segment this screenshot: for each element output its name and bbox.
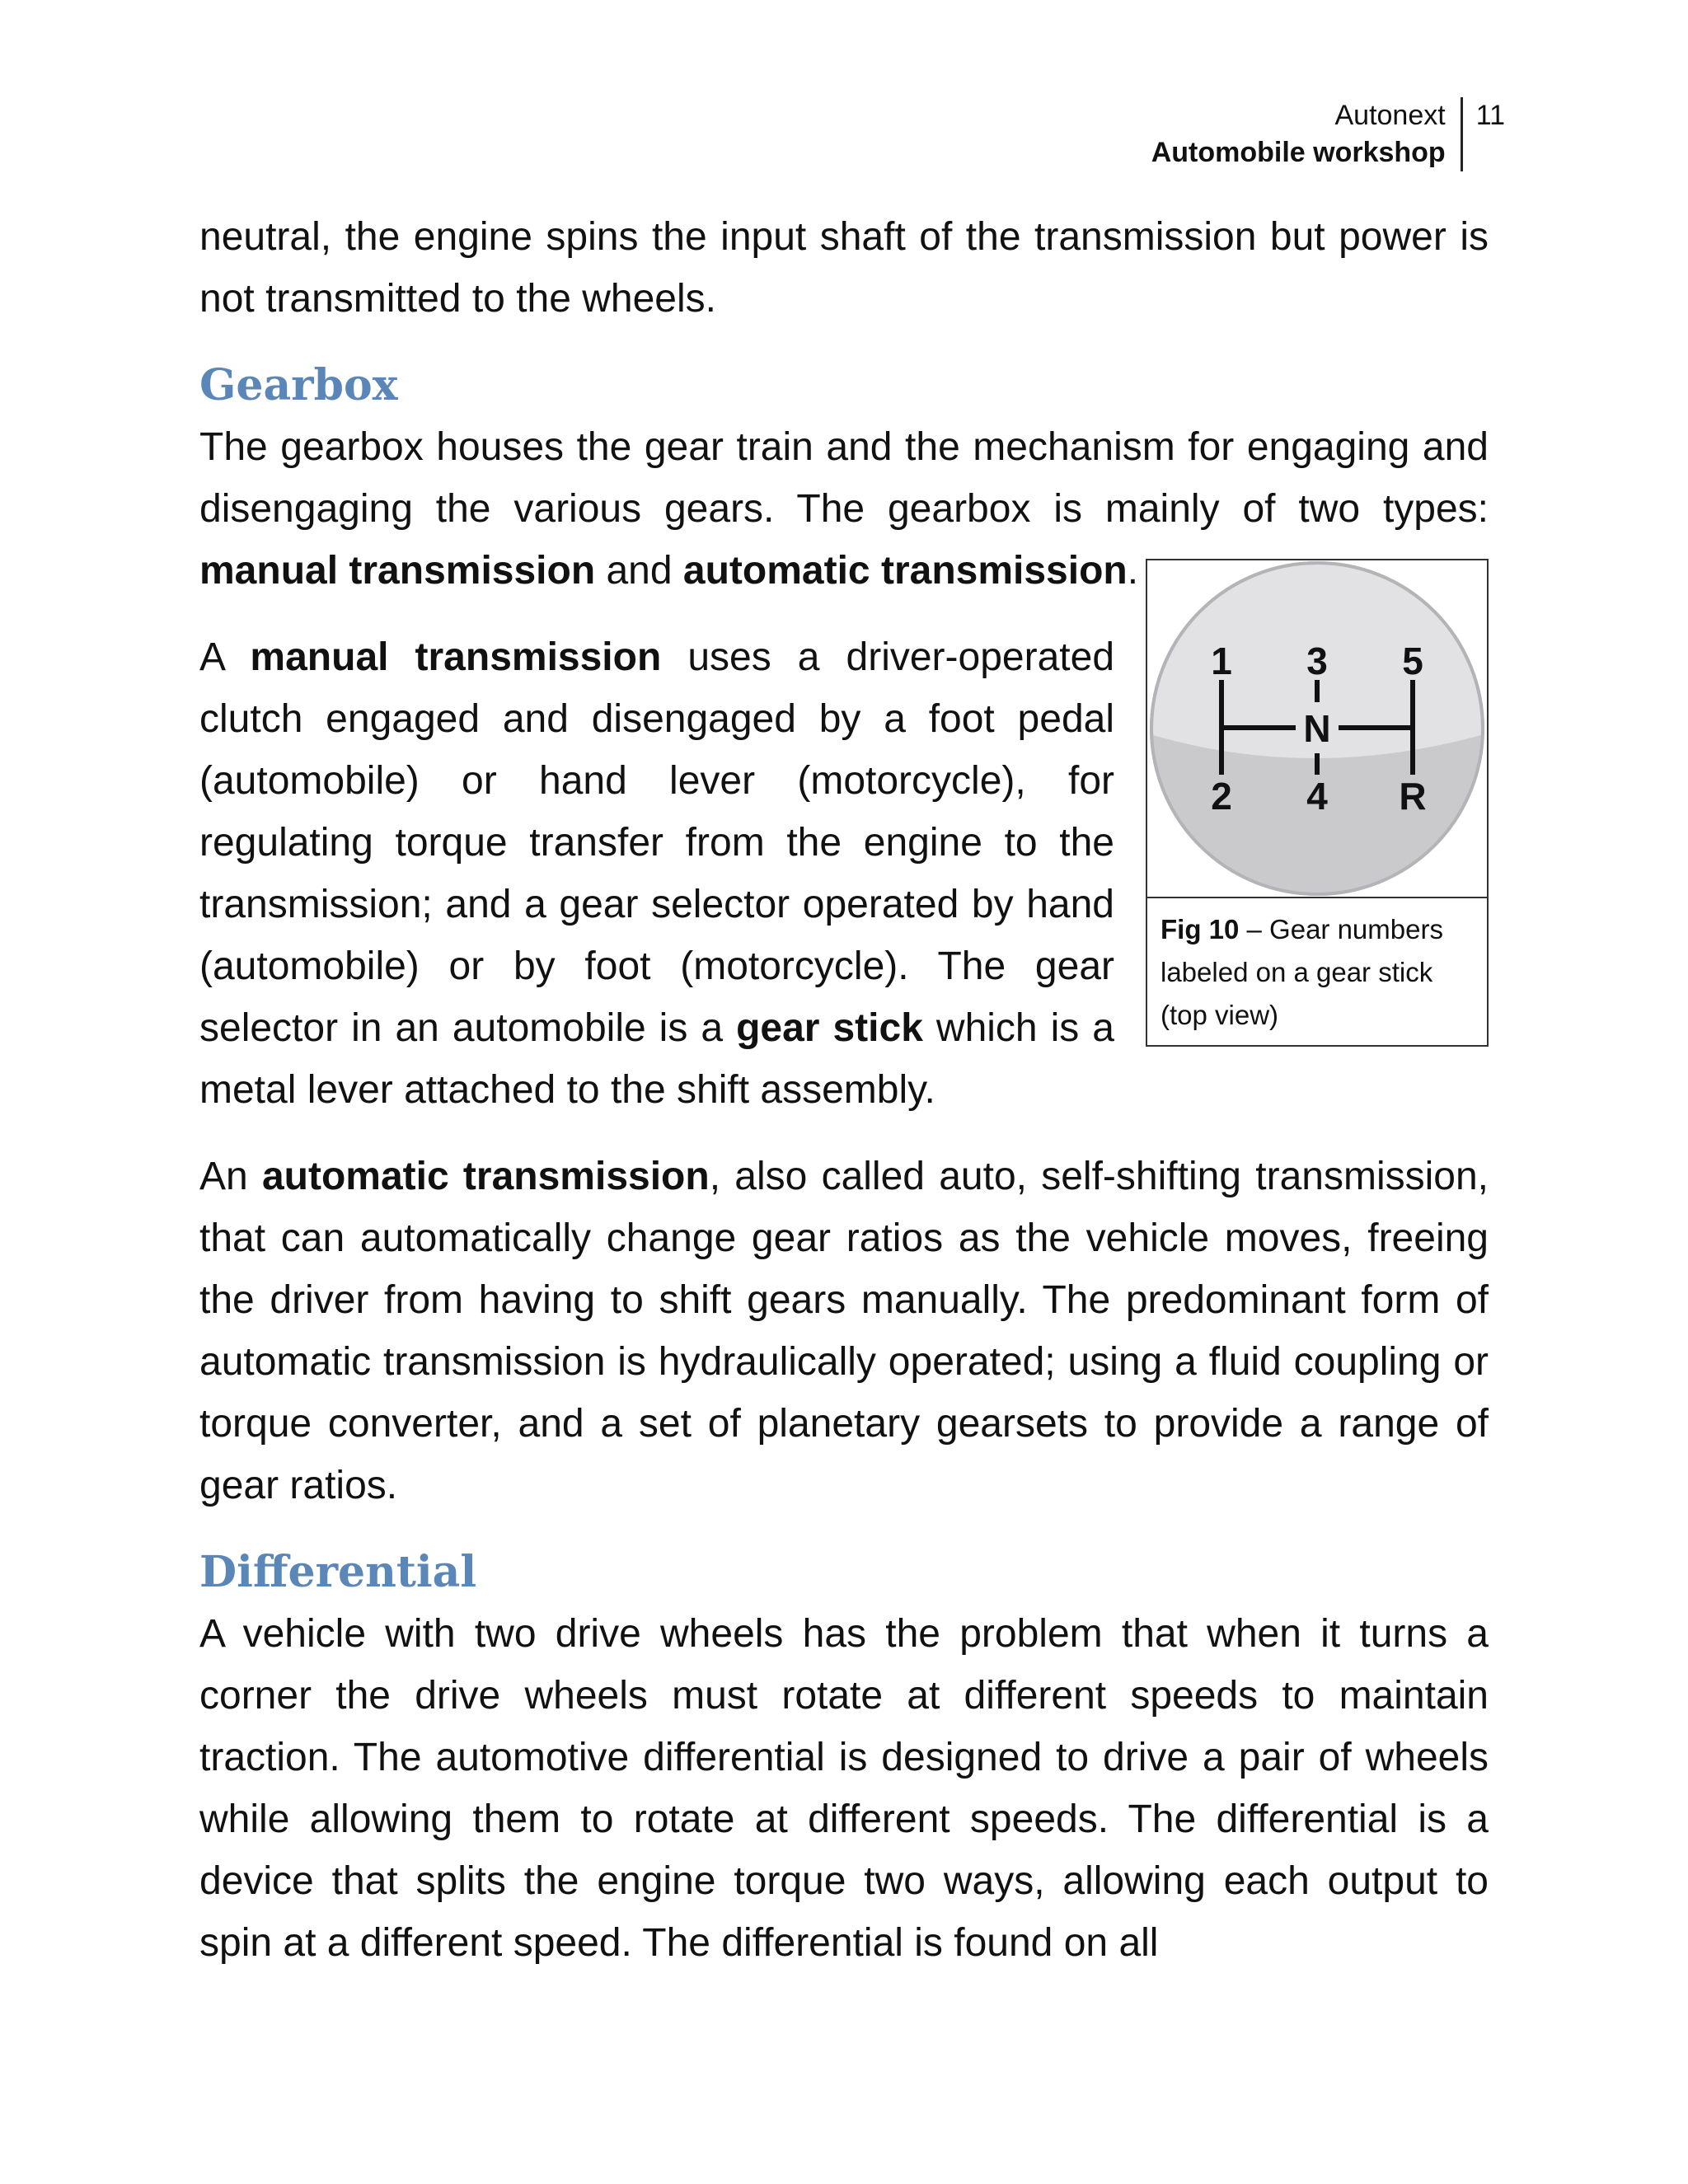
gearbox-paragraph-2: A manual transmission uses a driver-operated clutch engaged and disengaged by a foot pedal (automobile) or hand lever (motorcycle), for regulating torque transfer from the engine to the transmission; and a gear selector operated by hand (automobile) or by foot (motorcycle). The gear selector in an automobile is a gear stick which is a metal lever attached to the shift assembly. bbox=[199, 635, 1114, 1112]
header-brand: Autonext bbox=[1334, 100, 1446, 131]
gearbox-heading: Gearbox bbox=[199, 360, 398, 410]
gear-label-4: 4 bbox=[1306, 775, 1328, 818]
gearbox-paragraph-3: An automatic transmission, also called auto, self-shifting transmission, that can automatically change gear ratios as the vehicle moves, freeing the driver from having to shift gears manually. The predominant form of automatic transmission is hydraulically operated; using a fluid coupling or torque converter, and a set of planetary gearsets to provide a range of gear ratios. bbox=[199, 1155, 1489, 1507]
gear-knob-image bbox=[1147, 560, 1487, 897]
header-subtitle: Automobile workshop bbox=[1151, 137, 1446, 168]
running-header bbox=[1151, 97, 1505, 171]
gear-stick-figure bbox=[1146, 559, 1489, 1047]
gear-label-2: 2 bbox=[1211, 775, 1232, 818]
gear-label-3: 3 bbox=[1306, 640, 1328, 682]
gear-label-neutral: N bbox=[1303, 707, 1331, 750]
differential-heading: Differential bbox=[199, 1547, 477, 1597]
intro-paragraph: neutral, the engine spins the input shaft of the transmission but power is not transmitted to the wheels. bbox=[199, 215, 1489, 321]
figure-caption: Fig 10 – Gear numbers labeled on a gear stick (top view) bbox=[1160, 914, 1443, 1030]
page-number: 11 bbox=[1475, 100, 1505, 131]
gearbox-paragraph-1: The gearbox houses the gear train and the mechanism for engaging and disengaging the various gears. The gearbox is mainly of two types: manual transmission and automatic transmission. bbox=[199, 425, 1489, 593]
gear-stick-diagram bbox=[1147, 560, 1487, 898]
differential-paragraph: A vehicle with two drive wheels has the problem that when it turns a corner the drive wheels must rotate at different speeds to maintain traction. The automotive differential is designed to drive a pair of wheels while allowing them to rotate at different speeds. The differential is a device that splits the engine torque two ways, allowing each output to spin at a different speed. The differential is found on all bbox=[199, 1612, 1489, 1965]
gear-label-1: 1 bbox=[1211, 640, 1232, 682]
page-body bbox=[199, 206, 1489, 1974]
gear-label-5: 5 bbox=[1402, 640, 1423, 682]
gear-label-reverse: R bbox=[1399, 775, 1427, 818]
